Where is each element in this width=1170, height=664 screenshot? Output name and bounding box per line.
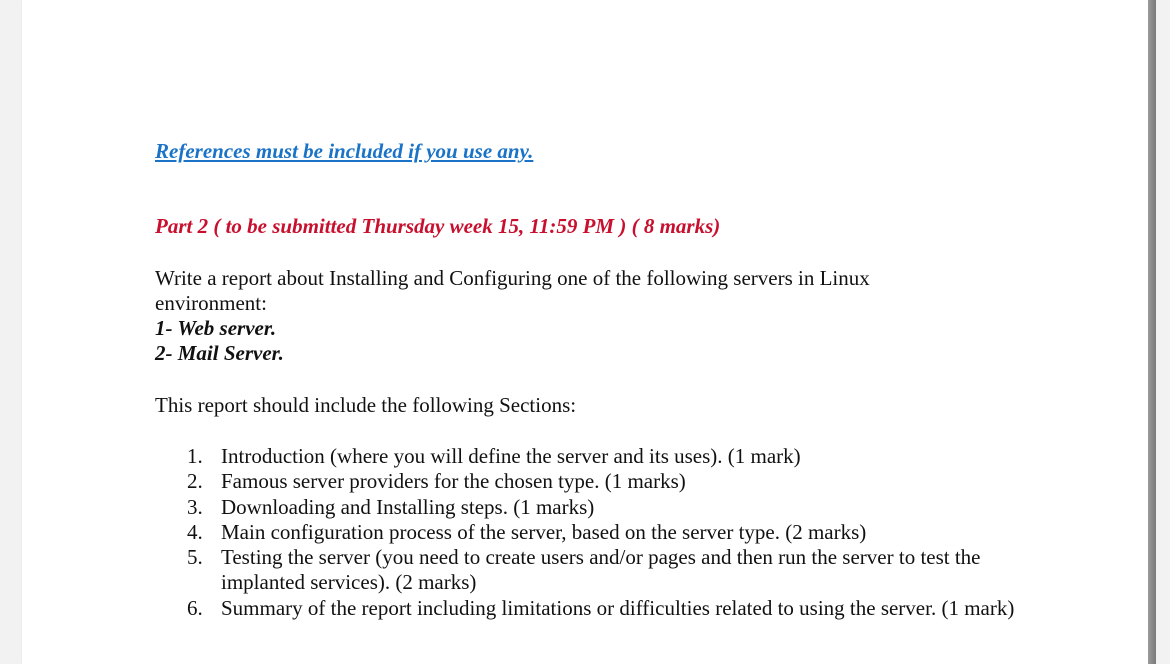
list-item [155, 596, 1015, 621]
list-item-number: 1. [187, 444, 203, 468]
list-item-number: 2. [187, 469, 203, 494]
list-item [155, 520, 1015, 545]
list-item-text: Famous server providers for the chosen type. (1 marks) [221, 469, 686, 494]
list-item [155, 444, 1015, 469]
intro-text: Write a report about Installing and Configuring one of the following servers in Linux environment: [155, 266, 870, 315]
list-item [155, 545, 1015, 596]
list-item-text: Downloading and Installing steps. (1 marks) [221, 494, 595, 519]
list-item-text: Main configuration process of the server, based on the server type. (2 marks) [221, 519, 867, 544]
references-note: References must be included if you use any. [155, 139, 534, 163]
option-web-server: 1- Web server. [155, 316, 277, 340]
list-item-text: Testing the server (you need to create users and/or pages and then run the server to test the implanted services). (2 marks) [221, 545, 981, 595]
part-heading: Part 2 ( to be submitted Thursday week 15, 11:59 PM ) ( 8 marks) [155, 214, 721, 238]
page-edge-shadow [1148, 0, 1156, 664]
list-item [155, 469, 1015, 494]
list-item-number: 4. [187, 519, 203, 544]
list-item-number: 6. [187, 595, 203, 620]
option-mail-server: 2- Mail Server. [155, 341, 284, 365]
list-item-number: 5. [187, 545, 203, 570]
sections-intro: This report should include the following Sections: [155, 393, 577, 417]
list-item-text: Summary of the report including limitations or difficulties related to using the server. (1 mark) [221, 595, 1015, 620]
intro-paragraph [155, 266, 955, 366]
list-item-text: Introduction (where you will define the server and its uses). (1 mark) [221, 444, 801, 468]
list-item-number: 3. [187, 494, 203, 519]
document-page [22, 0, 1148, 664]
list-item [155, 495, 1015, 520]
sections-list [155, 444, 1015, 621]
